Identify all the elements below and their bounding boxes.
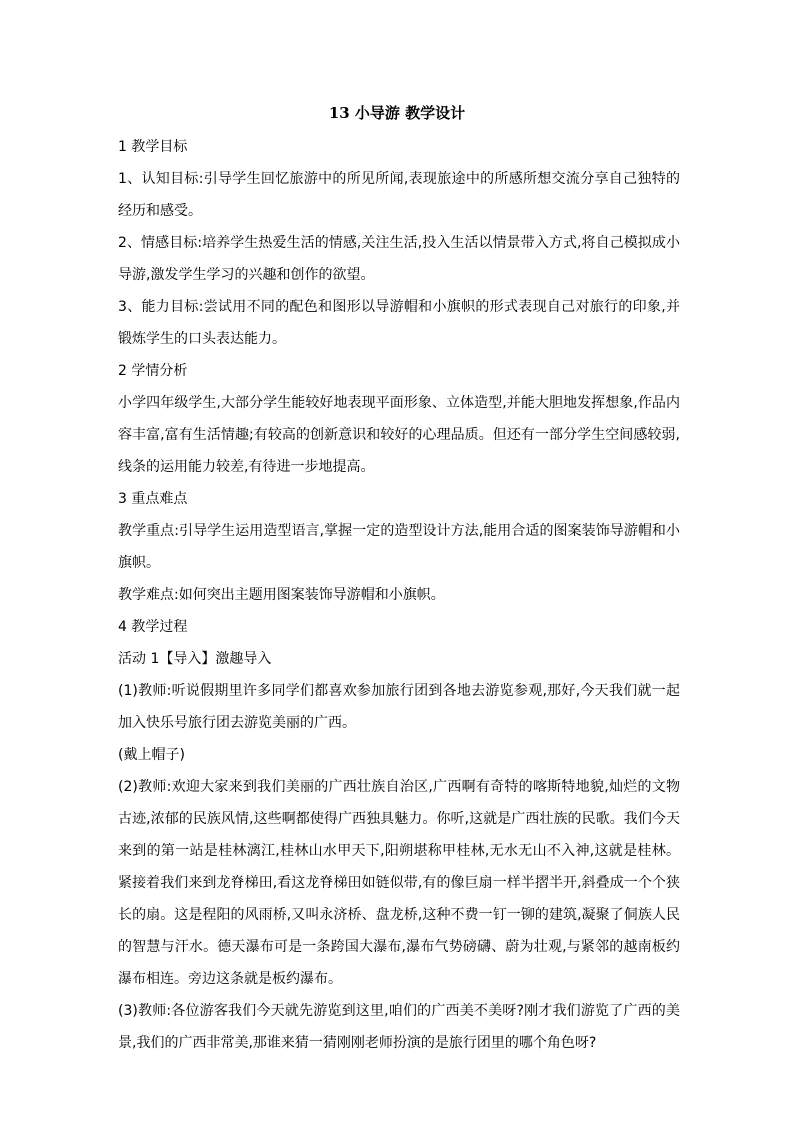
paragraph: (2)教师:欢迎大家来到我们美丽的广西壮族自治区,广西啊有奇特的喀斯特地貌,灿烂的文物古迹,浓郁的民族风情,这些啊都使得广西独具魅力。你听,这就是广西壮族的民歌。我们今天来到的第一站是桂林漓江,桂林山水甲天下,阳朔堪称甲桂林,无水无山不入神,这就是桂林。紧接着我们来到龙脊梯田,看这龙脊梯田如链似带,有的像巨扇一样半摺半开,斜叠成一个个狭长的扇。这是程阳的风雨桥,又叫永济桥、盘龙桥,这种不费一钉一铆的建筑,凝聚了侗族人民的智慧与汗水。德天瀑布可是一条跨国大瀑布,瀑布气势磅礴、蔚为壮观,与紧邻的越南板约瀑布相连。旁边这条就是板约瀑布。 bbox=[118, 779, 680, 987]
paragraph: 教学重点:引导学生运用造型语言,掌握一定的造型设计方法,能用合适的图案装饰导游帽和小旗帜。 bbox=[118, 523, 680, 571]
paragraph: (戴上帽子) bbox=[118, 747, 185, 763]
section-heading: 4 教学过程 bbox=[118, 619, 188, 635]
paragraph: (3)教师:各位游客我们今天就先游览到这里,咱们的广西美不美呀?刚才我们游览了广西的美景,我们的广西非常美,那谁来猜一猜刚刚老师扮演的是旅行团里的哪个角色呀? bbox=[118, 1003, 680, 1051]
paragraph: 1、认知目标:引导学生回忆旅游中的所见所闻,表现旅途中的所感所想交流分享自己独特的经历和感受。 bbox=[118, 171, 680, 219]
paragraph: 小学四年级学生,大部分学生能较好地表现平面形象、立体造型,并能大胆地发挥想象,作品内容丰富,富有生活情趣;有较高的创新意识和较好的心理品质。但还有一部分学生空间感较弱,线条的运用能力较差,有待进一步地提高。 bbox=[118, 395, 680, 475]
section-heading: 1 教学目标 bbox=[118, 139, 188, 155]
document-title: 13 小导游 教学设计 bbox=[328, 104, 466, 122]
paragraph: 2、情感目标:培养学生热爱生活的情感,关注生活,投入生活以情景带入方式,将自己模拟成小导游,激发学生学习的兴趣和创作的欲望。 bbox=[118, 235, 680, 283]
section-heading: 3 重点难点 bbox=[118, 491, 188, 507]
paragraph: 教学难点:如何突出主题用图案装饰导游帽和小旗帜。 bbox=[118, 587, 445, 603]
document-body bbox=[118, 131, 680, 1059]
paragraph: 3、能力目标:尝试用不同的配色和图形以导游帽和小旗帜的形式表现自己对旅行的印象,并锻炼学生的口头表达能力。 bbox=[118, 299, 680, 347]
paragraph: (1)教师:听说假期里许多同学们都喜欢参加旅行团到各地去游览参观,那好,今天我们就一起加入快乐号旅行团去游览美丽的广西。 bbox=[118, 683, 680, 731]
section-heading: 2 学情分析 bbox=[118, 363, 188, 379]
paragraph: 活动 1【导入】激趣导入 bbox=[118, 651, 272, 667]
